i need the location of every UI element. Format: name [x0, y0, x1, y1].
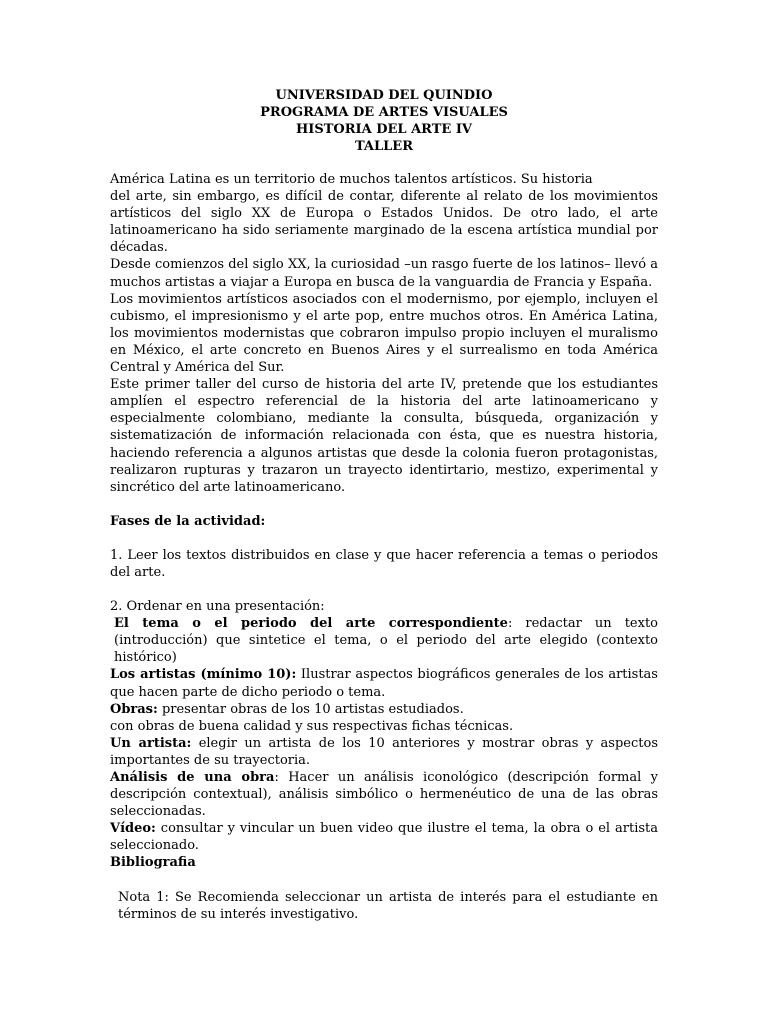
course-name: HISTORIA DEL ARTE IV [295, 122, 473, 137]
phase-analisis-label: Análisis de una obra [110, 770, 275, 785]
phase-artista-label: Un artista: [110, 735, 192, 751]
phase-video-text: consultar y vincular un buen video que ilustre el tema, la obra o el artista seleccionado. [110, 821, 658, 854]
document-header [110, 87, 658, 155]
phase-artistas-label: Los artistas (mínimo 10): [110, 667, 297, 683]
phase-tema [110, 615, 658, 666]
intro-paragraph-1: del arte, sin embargo, es difícil de contar, diferente al relato de los movimientos artísticos del siglo XX de Europa o Estados Unidos. De otro lado, el arte latinoamericano ha sido seriamente marginado de la escena artística mundial por décadas. [110, 189, 658, 256]
phase-artistas [110, 666, 658, 700]
phase-analisis [110, 769, 658, 820]
phase-video-label: Vídeo: [110, 821, 156, 837]
intro-paragraph-2: Desde comienzos del siglo XX, la curiosidad –un rasgo fuerte de los latinos– llevó a muchos artistas a viajar a Europa en busca de la vanguardia de Francia y España. [110, 257, 658, 290]
phase-obras-line-2: con obras de buena calidad y sus respectivas fichas técnicas. [110, 718, 514, 734]
phase-item-2: 2. Ordenar en una presentación: [110, 599, 325, 615]
intro-paragraph-1-first-line: América Latina es un territorio de muchos talentos artísticos. Su historia [110, 172, 593, 187]
phases-title [110, 513, 658, 530]
intro-paragraph-4: Este primer taller del curso de historia del arte IV, pretende que los estudiantes amplíen el espectro referencial de la historia del arte latinoamericano y especialmente colombiano, mediante la consulta, búsqueda, organización y sistematización de información relacionada con ésta, que es nuestra historia, haciendo referencia a algunos artistas que desde la colonia fueron protagonistas, realizaron rupturas y trazaron un trayecto identirtario, mestizo, experimental y sincrético del arte latinoamericano. [110, 377, 658, 495]
phase-obras [110, 701, 658, 718]
phase-bibliografia-label: Bibliografia [110, 855, 196, 871]
note-1: Nota 1: Se Recomienda seleccionar un artista de interés para el estudiante en términos de su interés investigativo. [118, 889, 658, 922]
intro-paragraph-3: Los movimientos artísticos asociados con el modernismo, por ejemplo, incluyen el cubismo, el impresionismo y el arte pop, entre muchos otros. En América Latina, los movimientos modernistas que cobraron impulso propio incluyen el muralismo en México, el arte concreto en Buenos Aires y el surrealismo en toda América Central y América del Sur. [110, 291, 658, 376]
phase-video [110, 820, 658, 854]
university-name: UNIVERSIDAD DEL QUINDIO [275, 88, 493, 103]
phase-tema-label: El tema o el periodo del arte correspondiente [114, 616, 508, 632]
phase-bibliografia [110, 854, 658, 871]
phase-artistas-text: Ilustrar aspectos biográficos generales de los artistas que hacen parte de dicho periodo o tema. [110, 667, 658, 700]
phase-analisis-text: : Hacer un análisis iconológico (descripción formal y descripción contextual), análisis simbólico o hermenéutico de una de las obras seleccionadas. [110, 770, 659, 820]
phase-item-1: 1. Leer los textos distribuidos en clase y que hacer referencia a temas o periodos del arte. [110, 547, 658, 580]
document-page [110, 87, 658, 923]
phase-obras-label: Obras: [110, 701, 158, 717]
phase-tema-text: : redactar un texto (introducción) que sintetice el tema, o el periodo del arte elegido (contexto histórico) [114, 616, 659, 666]
program-name: PROGRAMA DE ARTES VISUALES [260, 105, 508, 120]
phase-artista [110, 735, 658, 769]
phase-obras-text: presentar obras de los 10 artistas estudiados. [157, 701, 464, 717]
phase-artista-text: elegir un artista de los 10 anteriores y mostrar obras y aspectos importantes de su trayectoria. [110, 735, 658, 768]
document-type: TALLER [354, 139, 414, 154]
phases-title-text: Fases de la actividad: [110, 513, 266, 529]
